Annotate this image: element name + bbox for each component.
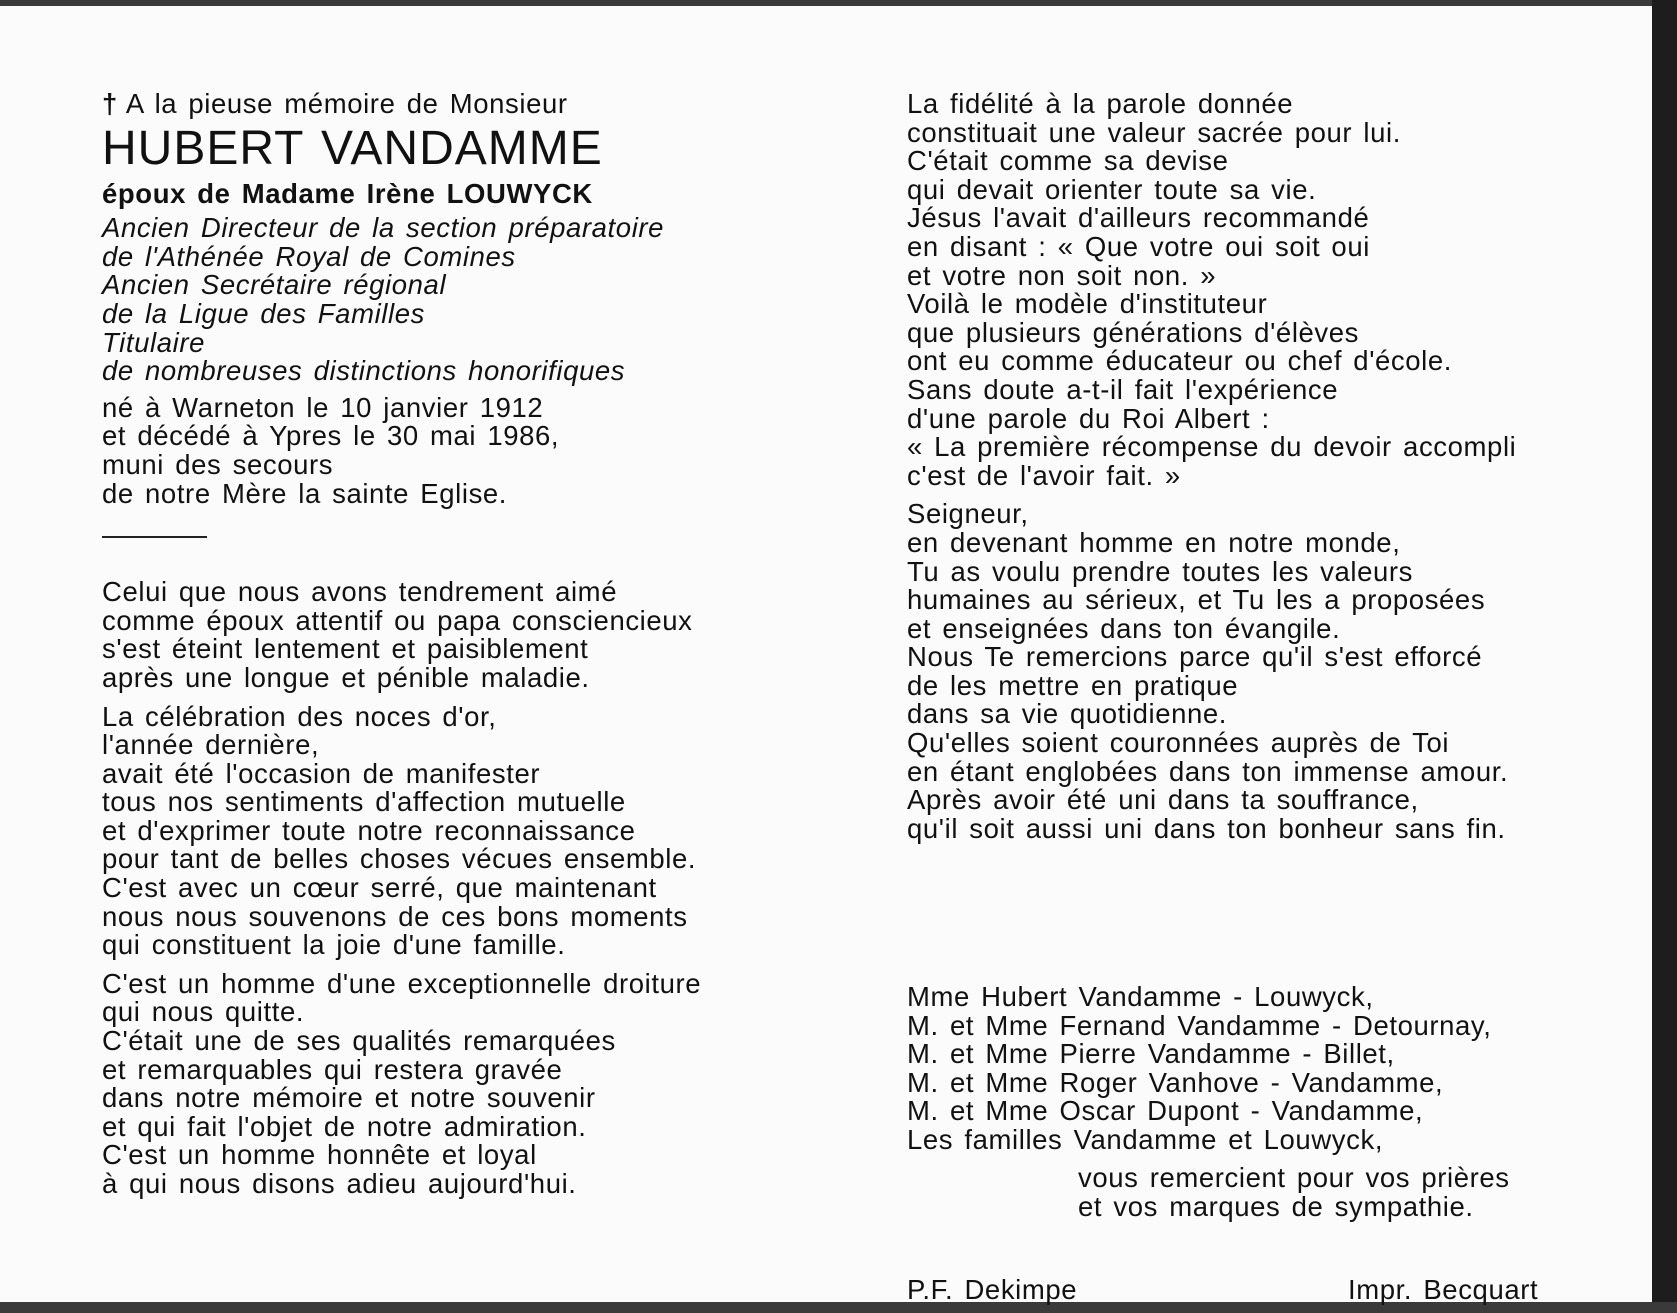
text-line: C'était comme sa devise [907,145,1229,177]
life-line: muni des secours [102,448,334,480]
life-dates-block [102,391,822,509]
text-line: humaines au sérieux, et Tu les a proposées [907,584,1486,616]
title-line: Ancien Secrétaire régional [102,269,447,301]
left-column [102,90,822,1209]
family-line: M. et Mme Fernand Vandamme - Detournay, [907,1009,1492,1041]
text-line: « La première récompense du devoir accompli [907,431,1517,463]
titles-block [102,214,822,386]
text-line: comme époux attentif ou papa consciencieux [102,604,693,636]
text-line: qui nous quitte. [102,996,305,1028]
text-line: C'est un homme d'une exceptionnelle droiture [102,967,702,999]
text-line: Jésus l'avait d'ailleurs recommandé [907,202,1370,234]
text-line: pour tant de belles choses vécues ensemble. [102,843,697,875]
right-column [907,90,1627,853]
scan-edge-right [1652,0,1677,1313]
text-line: C'était une de ses qualités remarquées [102,1025,616,1057]
text-line: s'est éteint lentement et paisiblement [102,633,589,665]
text-line: Tu as voulu prendre toutes les valeurs [907,555,1414,587]
divider-rule [102,536,207,538]
text-line: avait été l'occasion de manifester [102,757,541,789]
text-line: Après avoir été uni dans ta souffrance, [907,784,1419,816]
text-line: c'est de l'avoir fait. » [907,459,1181,491]
text-line: l'année dernière, [102,729,320,761]
thanks-block [1078,1164,1638,1221]
text-line: de les mettre en pratique [907,669,1239,701]
title-line: Ancien Directeur de la section préparatoire [102,212,665,244]
text-line: et enseignées dans ton évangile. [907,612,1341,644]
text-line: et d'exprimer toute notre reconnaissance [102,814,636,846]
text-line: et qui fait l'objet de notre admiration. [102,1110,587,1142]
text-line: Sans doute a-t-il fait l'expérience [907,373,1339,405]
thanks-line: et vos marques de sympathie. [1078,1190,1474,1222]
text-line: et remarquables qui restera gravée [102,1053,563,1085]
family-list [907,983,1627,1155]
reflection-paragraph [907,90,1627,490]
deceased-name: HUBERT VANDAMME [102,121,603,175]
text-line: que plusieurs générations d'élèves [907,316,1360,348]
text-line: dans notre mémoire et notre souvenir [102,1082,596,1114]
family-line: M. et Mme Pierre Vandamme - Billet, [907,1038,1395,1070]
title-line: de la Ligue des Familles [102,297,425,329]
text-line: qui constituent la joie d'une famille. [102,929,566,961]
intro-line: † A la pieuse mémoire de Monsieur [102,88,568,119]
text-line: Qu'elles soient couronnées auprès de Toi [907,727,1450,759]
text-line: après une longue et pénible maladie. [102,661,590,693]
text-line: en disant : « Que votre oui soit oui [907,230,1370,262]
family-line: M. et Mme Roger Vanhove - Vandamme, [907,1066,1444,1098]
tribute-paragraph [102,578,822,692]
footer-printer: Impr. Becquart [1348,1274,1539,1305]
text-line: constituait une valeur sacrée pour lui. [907,116,1401,148]
title-line: de l'Athénée Royal de Comines [102,240,516,272]
text-line: C'est un homme honnête et loyal [102,1139,537,1171]
text-line: La célébration des noces d'or, [102,700,497,732]
family-line: Les familles Vandamme et Louwyck, [907,1123,1384,1155]
spouse-line: époux de Madame Irène LOUWYCK [102,177,593,209]
text-line: qui devait orienter toute sa vie. [907,173,1317,205]
text-line: tous nos sentiments d'affection mutuelle [102,786,626,818]
life-line: de notre Mère la sainte Eglise. [102,477,508,509]
text-line: dans sa vie quotidienne. [907,698,1228,730]
text-line: Seigneur, [907,498,1029,530]
text-line: C'est avec un cœur serré, que maintenant [102,872,657,904]
life-line: et décédé à Ypres le 30 mai 1986, [102,420,560,452]
memorial-card [0,6,1652,1305]
text-line: en devenant homme en notre monde, [907,526,1401,558]
tribute-paragraph [102,700,822,961]
text-line: nous nous souvenons de ces bons moments [102,900,688,932]
title-line: de nombreuses distinctions honorifiques [102,355,626,387]
cross-icon: † [102,88,118,119]
text-line: Voilà le modèle d'instituteur [907,288,1268,320]
text-line: en étant englobées dans ton immense amour. [907,755,1509,787]
life-line: né à Warneton le 10 janvier 1912 [102,391,544,423]
text-line: à qui nous disons adieu aujourd'hui. [102,1168,577,1199]
footer-dekimpe: P.F. Dekimpe [907,1274,1078,1305]
tribute-paragraph [102,967,822,1199]
thanks-line: vous remercient pour vos prières [1078,1162,1510,1193]
text-line: qu'il soit aussi uni dans ton bonheur sans fin. [907,812,1506,844]
title-line: Titulaire [102,326,205,358]
text-line: Nous Te remercions parce qu'il s'est efforcé [907,641,1483,673]
text-line: ont eu comme éducateur ou chef d'école. [907,345,1453,377]
text-line: Celui que nous avons tendrement aimé [102,576,618,608]
text-line: et votre non soit non. » [907,259,1217,291]
text-line: La fidélité à la parole donnée [907,88,1294,119]
prayer-paragraph [907,500,1627,843]
family-line: Mme Hubert Vandamme - Louwyck, [907,981,1374,1012]
family-line: M. et Mme Oscar Dupont - Vandamme, [907,1095,1424,1127]
text-line: d'une parole du Roi Albert : [907,402,1270,434]
